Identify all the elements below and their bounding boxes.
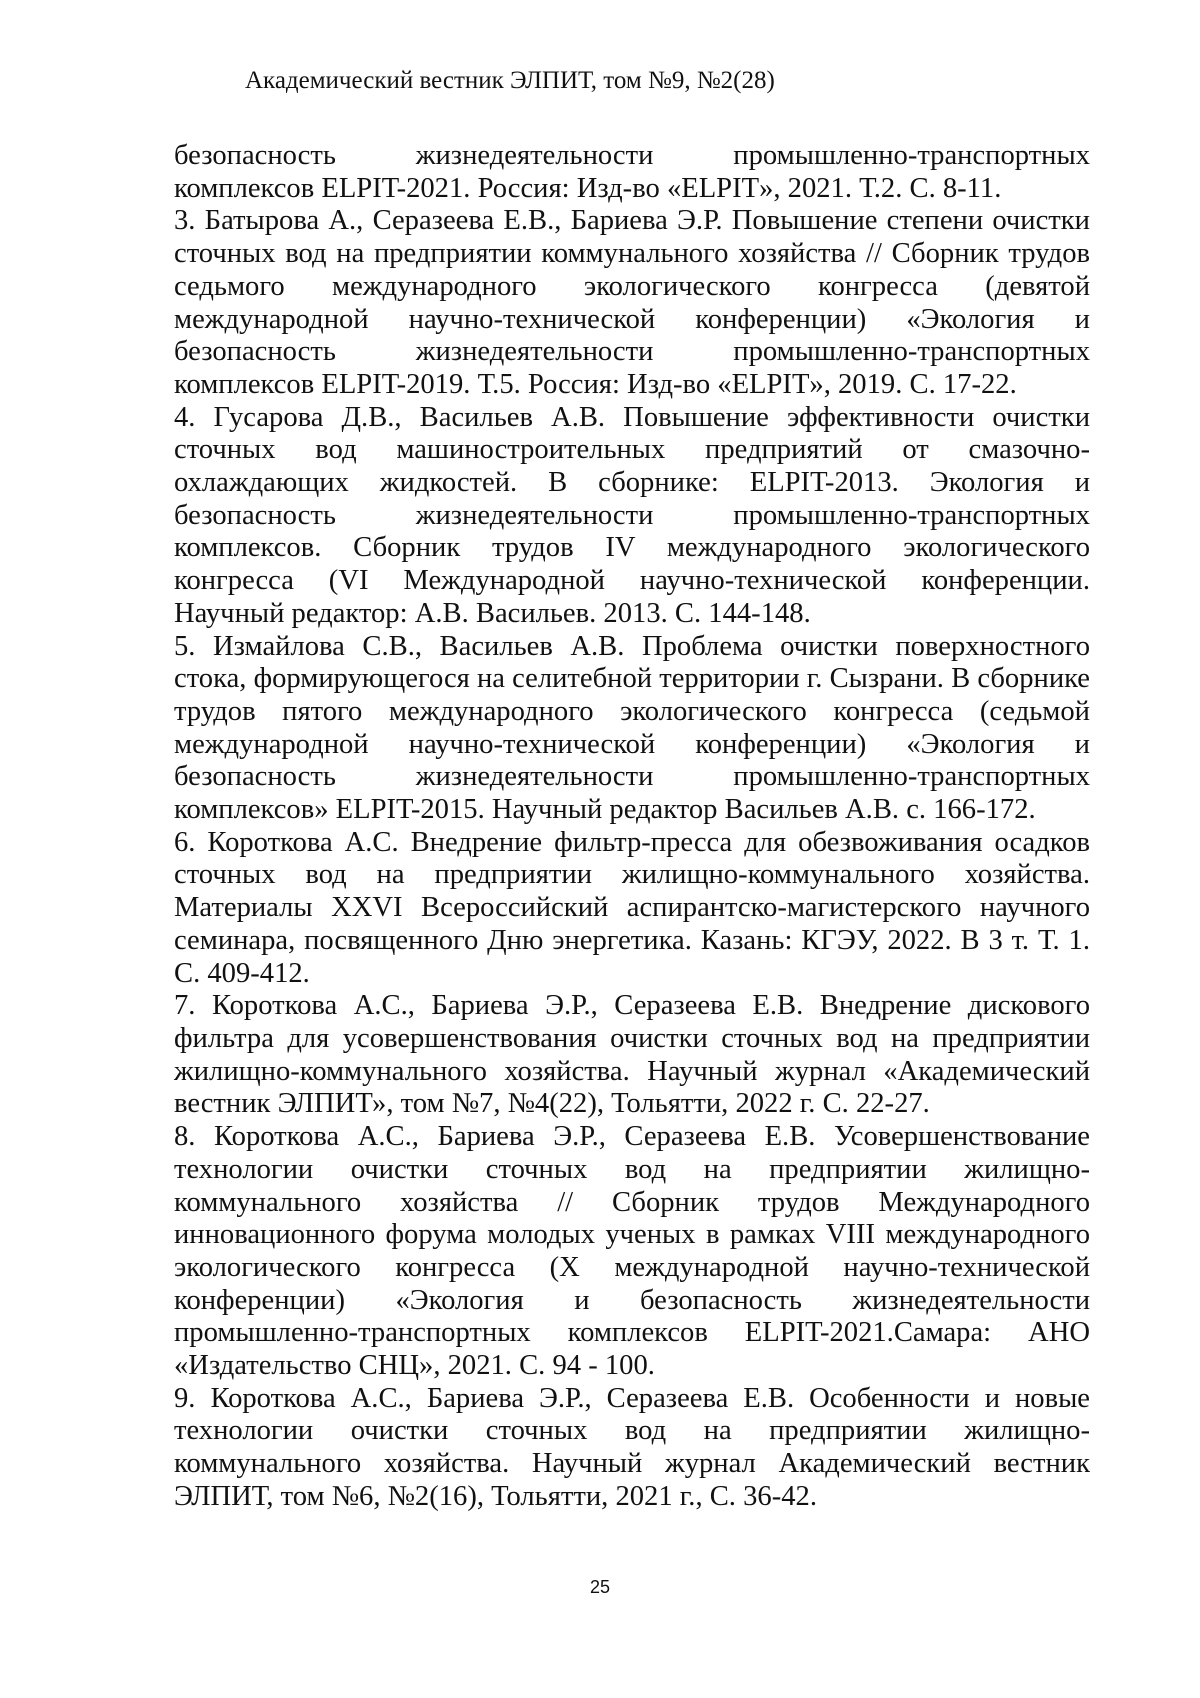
- reference-item-8: 8. Короткова А.С., Бариева Э.Р., Серазеева Е.В. Усовершенствование технологии очистки сточных вод на предприятии жилищно-коммунального хозяйства // Сборник трудов Международного инновационного форума молодых ученых в рамках VIII международного экологического конгресса (X международной научно-технической конференции) «Экология и безопасность жизнедеятельности промышленно-транспортных комплексов ELPIT-2021.Самара: АНО «Издательство СНЦ», 2021. С. 94 - 100.: [174, 1121, 1090, 1383]
- running-header: Академический вестник ЭЛПИТ, том №9, №2(28): [245, 66, 775, 96]
- reference-list: [174, 140, 1090, 1514]
- reference-item-5: 5. Измайлова С.В., Васильев А.В. Проблема очистки поверхностного стока, формирующегося на селитебной территории г. Сызрани. В сборнике трудов пятого международного экологического конгресса (седьмой международной научно-технической конференции) «Экология и безопасность жизнедеятельности промышленно-транспортных комплексов» ELPIT-2015. Научный редактор Васильев А.В. с. 166-172.: [174, 631, 1090, 827]
- reference-item-4: 4. Гусарова Д.В., Васильев А.В. Повышение эффективности очистки сточных вод машиностроительных предприятий от смазочно-охлаждающих жидкостей. В сборнике: ELPIT-2013. Экология и безопасность жизнедеятельности промышленно-транспортных комплексов. Сборник трудов IV международного экологического конгресса (VI Международной научно-технической конференции. Научный редактор: А.В. Васильев. 2013. С. 144-148.: [174, 402, 1090, 631]
- reference-item-7: 7. Короткова А.С., Бариева Э.Р., Серазеева Е.В. Внедрение дискового фильтра для усовершенствования очистки сточных вод на предприятии жилищно-коммунального хозяйства. Научный журнал «Академический вестник ЭЛПИТ», том №7, №4(22), Тольятти, 2022 г. С. 22-27.: [174, 990, 1090, 1121]
- reference-item-9: 9. Короткова А.С., Бариева Э.Р., Серазеева Е.В. Особенности и новые технологии очистки сточных вод на предприятии жилищно-коммунального хозяйства. Научный журнал Академический вестник ЭЛПИТ, том №6, №2(16), Тольятти, 2021 г., С. 36-42.: [174, 1383, 1090, 1514]
- reference-item-3: 3. Батырова А., Серазеева Е.В., Бариева Э.Р. Повышение степени очистки сточных вод на предприятии коммунального хозяйства // Сборник трудов седьмого международного экологического конгресса (девятой международной научно-технической конференции) «Экология и безопасность жизнедеятельности промышленно-транспортных комплексов ELPIT-2019. Т.5. Россия: Изд-во «ELPIT», 2019. С. 17-22.: [174, 205, 1090, 401]
- reference-item-6: 6. Короткова А.С. Внедрение фильтр-пресса для обезвоживания осадков сточных вод на предприятии жилищно-коммунального хозяйства. Материалы XXVI Всероссийский аспирантско-магистерского научного семинара, посвященного Дню энергетика. Казань: КГЭУ, 2022. В 3 т. Т. 1. С. 409-412.: [174, 827, 1090, 991]
- page-number: 25: [0, 1576, 1200, 1598]
- reference-item-continuation: безопасность жизнедеятельности промышленно-транспортных комплексов ELPIT-2021. Россия: Изд-во «ELPIT», 2021. Т.2. С. 8-11.: [174, 140, 1090, 205]
